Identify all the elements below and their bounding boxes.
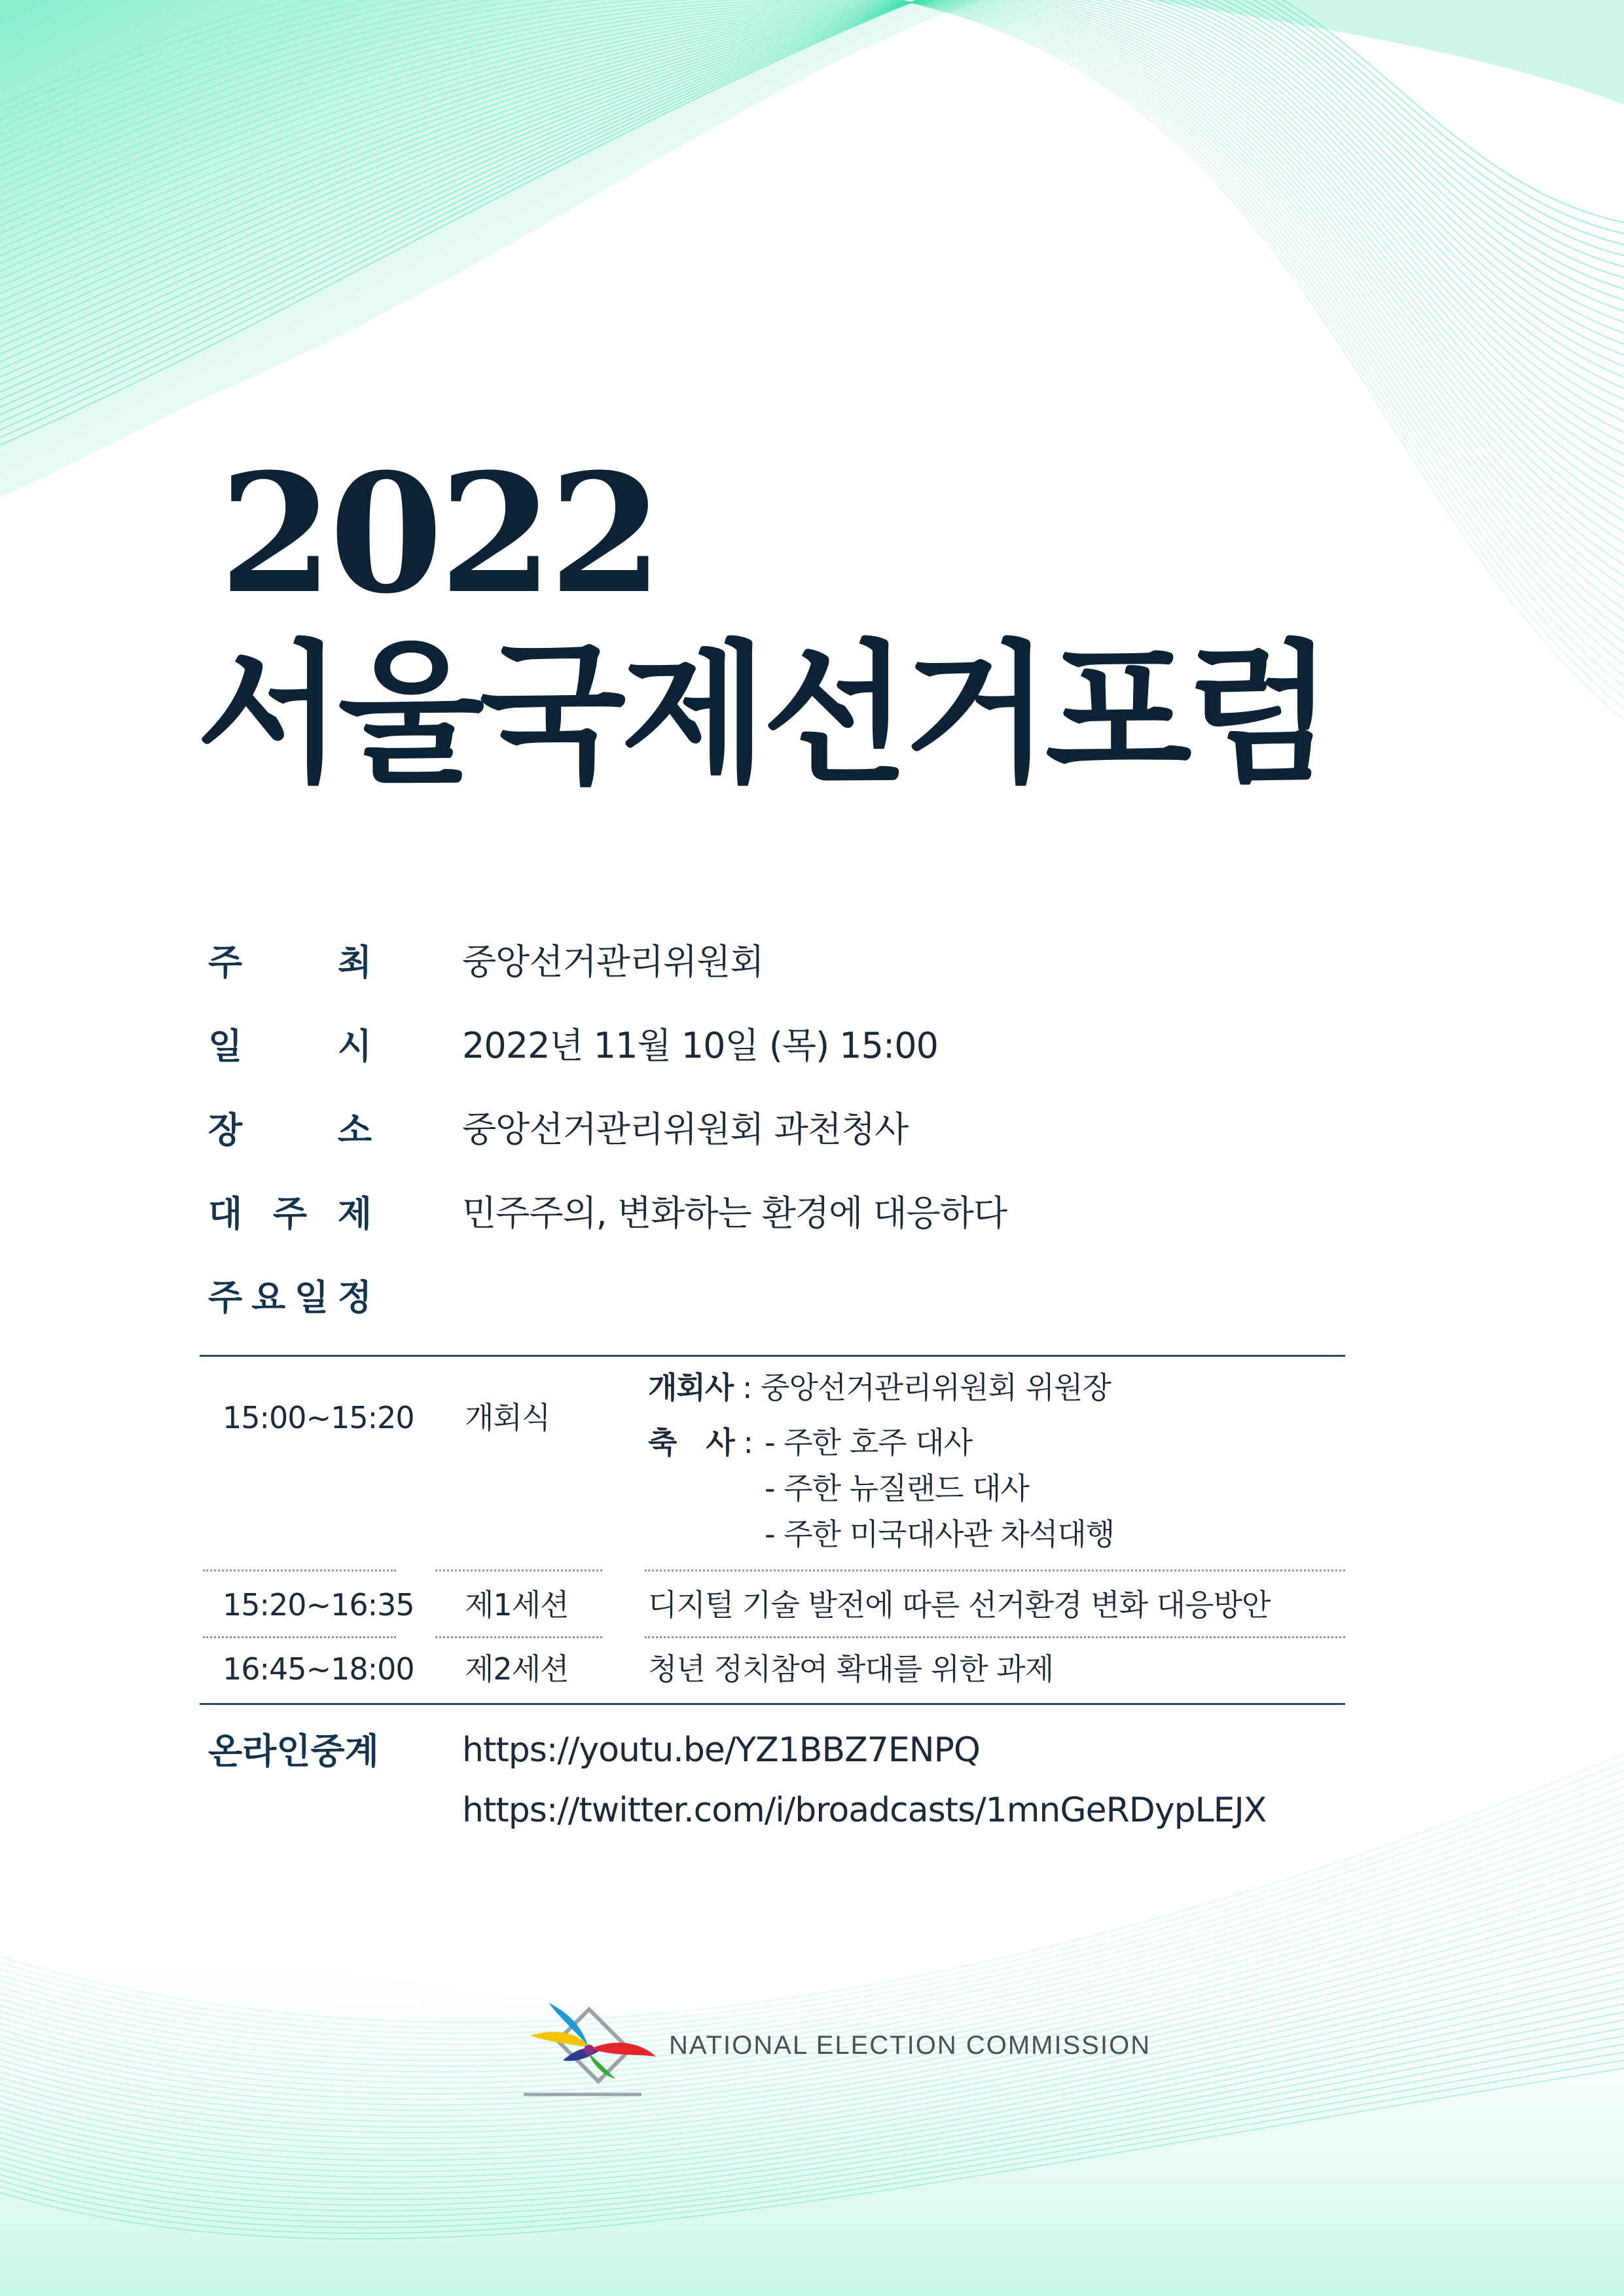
info-row-date [208, 1013, 1347, 1079]
info-label-venue: 장 소 [208, 1109, 372, 1151]
row-divider [203, 1570, 396, 1571]
row-divider [435, 1570, 602, 1571]
info-row-schedule [208, 1265, 1347, 1330]
schedule-topic-session1: 디지털 기술 발전에 따른 선거환경 변화 대응방안 [648, 1587, 1271, 1623]
stream-link-twitter[interactable]: https://twitter.com/i/broadcasts/1mnGeRDypLEJX [462, 1791, 1267, 1830]
schedule-time-opening: 15:00~15:20 [223, 1400, 414, 1435]
schedule-session-session2: 제2세션 [465, 1651, 569, 1687]
congrats-item: - 주한 미국대사관 차석대행 [765, 1516, 1115, 1552]
title-name: 서울국제선거포럼 [196, 624, 1328, 803]
info-label-host: 주 최 [208, 941, 372, 983]
row-divider [645, 1636, 1345, 1638]
title-year: 2022 [219, 437, 659, 630]
stream-link-youtube[interactable]: https://youtu.be/YZ1BBZ7ENPQ [462, 1731, 980, 1770]
schedule-bottom-rule [200, 1703, 1345, 1705]
info-value-theme: 민주주의, 변화하는 환경에 대응하다 [462, 1193, 1007, 1234]
info-value-host: 중앙선거관리위원회 [462, 941, 764, 982]
congrats-item: - 주한 호주 대사 [765, 1425, 973, 1460]
info-label-date: 일 시 [208, 1025, 372, 1067]
schedule-session-opening: 개회식 [465, 1400, 550, 1435]
nec-logo-icon [517, 1990, 668, 2101]
schedule-top-rule [200, 1355, 1345, 1357]
schedule-topic-session2: 청년 정치참여 확대를 위한 과제 [648, 1651, 1054, 1687]
opening-speech: 개회사 : 중앙선거관리위원회 위원장 [648, 1370, 1111, 1405]
bottom-wave-fill [0, 1898, 1624, 2296]
info-label-schedule: 주 요 일 정 [208, 1276, 372, 1318]
info-label-theme: 대 주 제 [208, 1193, 372, 1234]
congrats-label: 축 사 : [648, 1425, 753, 1460]
online-stream-label: 온라인중계 [208, 1730, 379, 1772]
info-row-host [208, 929, 1347, 995]
row-divider [435, 1636, 602, 1638]
schedule-time-session1: 15:20~16:35 [223, 1587, 414, 1623]
organization-name: NATIONAL ELECTION COMMISSION [669, 2031, 1151, 2060]
congrats-item: - 주한 뉴질랜드 대사 [765, 1471, 1029, 1506]
row-divider [645, 1570, 1345, 1571]
schedule-session-session1: 제1세션 [465, 1587, 569, 1623]
info-row-theme [208, 1181, 1347, 1246]
info-value-venue: 중앙선거관리위원회 과천청사 [462, 1109, 909, 1150]
info-value-date: 2022년 11월 10일 (목) 15:00 [462, 1025, 938, 1066]
schedule-time-session2: 16:45~18:00 [223, 1651, 414, 1687]
row-divider [203, 1636, 396, 1638]
info-row-venue [208, 1097, 1347, 1162]
